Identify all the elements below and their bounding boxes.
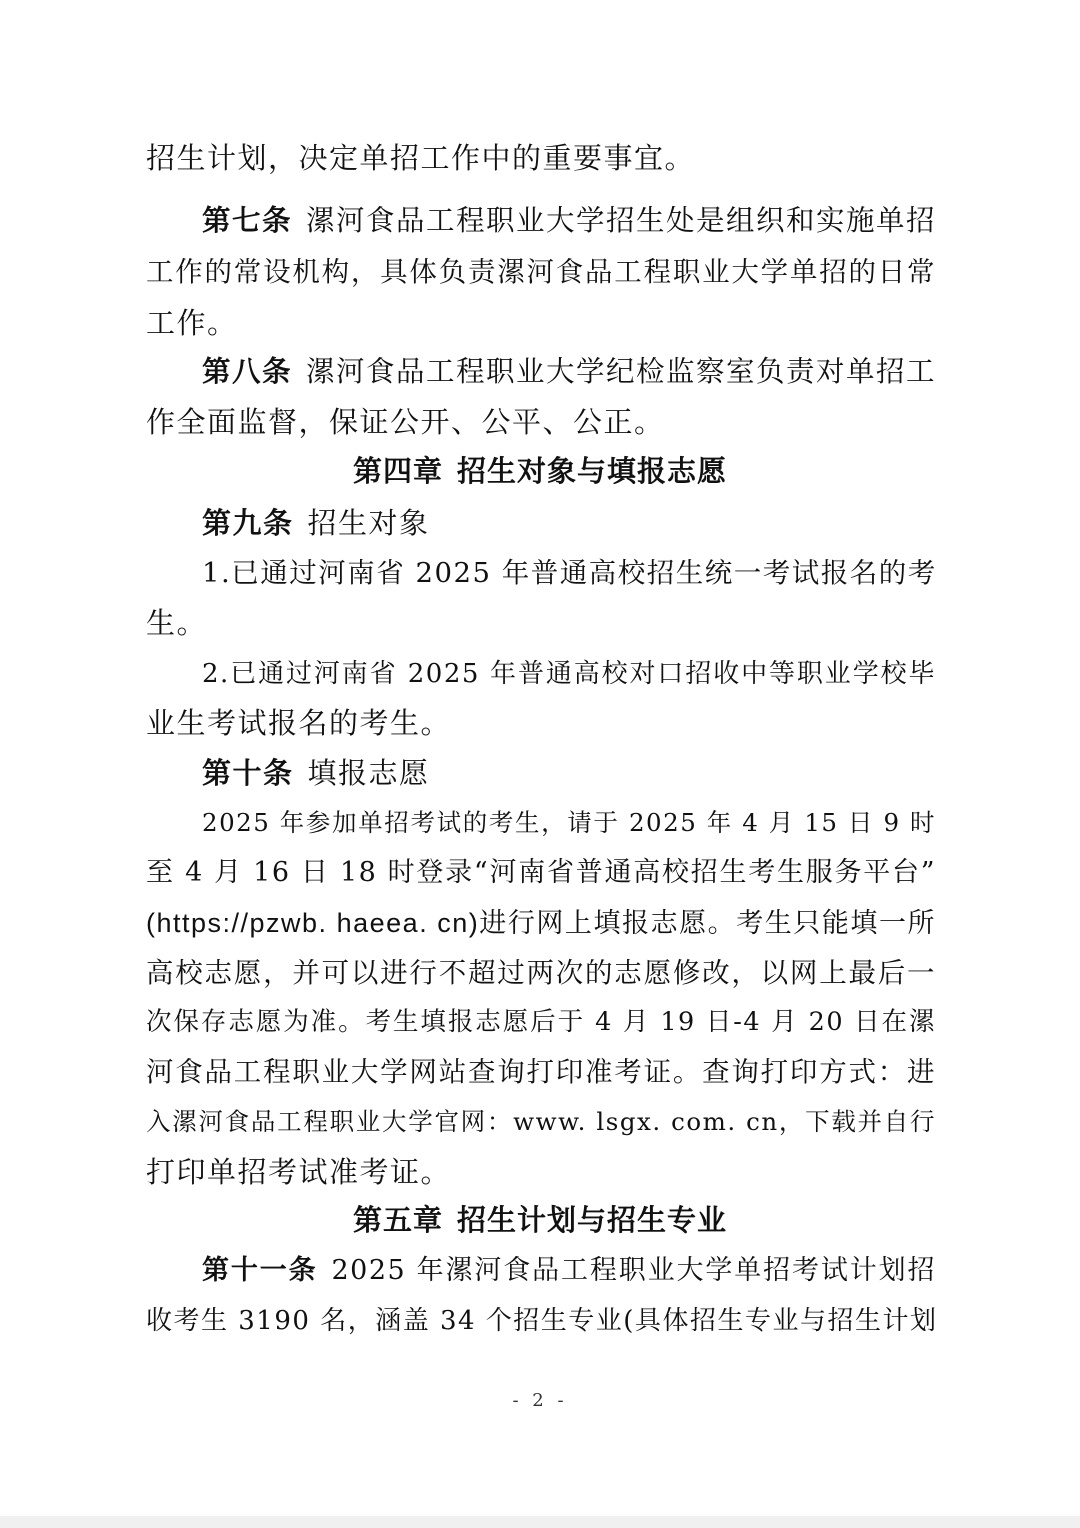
article-10-title: 填报志愿 xyxy=(307,756,430,790)
chapter-title: 招生对象与填报志愿 xyxy=(457,454,728,488)
article-7-line-3 xyxy=(146,305,936,341)
text: 招生计划，决定单招工作中的重要事宜。 xyxy=(146,141,696,175)
article-10-line-1 xyxy=(202,805,936,841)
article-10-heading xyxy=(202,755,936,791)
text: 至 4 月 16 日 18 时登录“河南省普通高校招生考生服务平台” xyxy=(146,857,936,888)
article-7-text: 漯河食品工程职业大学招生处是组织和实施单招 xyxy=(306,204,937,237)
text: 业生考试报名的考生。 xyxy=(146,706,452,740)
article-8-line-1 xyxy=(202,354,936,390)
text: 次保存志愿为准。考生填报志愿后于 4 月 19 日-4 月 20 日在漯 xyxy=(146,1007,936,1037)
article-7-label: 第七条 xyxy=(202,204,293,237)
text: 工作。 xyxy=(146,306,238,340)
text: 进行网上填报志愿。考生只能填一所 xyxy=(479,908,936,939)
item-1-line-2 xyxy=(146,605,936,641)
item-2-line-2 xyxy=(146,705,936,741)
article-9-heading xyxy=(202,505,936,541)
chapter-title: 招生计划与招生专业 xyxy=(457,1203,728,1237)
chapter-number: 第四章 xyxy=(352,454,443,488)
article-10-line-7 xyxy=(146,1104,936,1140)
text: 收考生 3190 名，涵盖 34 个招生专业(具体招生专业与招生计划 xyxy=(146,1306,938,1336)
text: 河食品工程职业大学网站查询打印准考证。查询打印方式：进 xyxy=(146,1056,936,1088)
article-11-label: 第十一条 xyxy=(202,1255,318,1286)
article-9-label: 第九条 xyxy=(202,506,294,540)
article-10-line-6 xyxy=(146,1054,936,1090)
article-11-line-2 xyxy=(146,1303,936,1339)
item-1-line-1 xyxy=(202,555,936,591)
article-10-line-8 xyxy=(146,1154,936,1190)
article-10-line-3 xyxy=(146,905,936,942)
article-11-line-1 xyxy=(202,1253,936,1289)
article-10-label: 第十条 xyxy=(202,756,294,790)
chapter-4-heading xyxy=(0,453,1080,489)
article-8-label: 第八条 xyxy=(202,355,293,388)
platform-url: (https://pzwb. haeea. cn) xyxy=(146,908,480,938)
text-line xyxy=(146,140,936,176)
text: 2.已通过河南省 2025 年普通高校对口招收中等职业学校毕 xyxy=(202,659,936,689)
article-11-text: 2025 年漯河食品工程职业大学单招考试计划招 xyxy=(331,1255,937,1286)
article-10-line-4 xyxy=(146,955,936,991)
article-10-line-5 xyxy=(146,1004,936,1040)
item-2-line-1 xyxy=(202,656,936,692)
chapter-5-heading xyxy=(0,1202,1080,1238)
text: 生。 xyxy=(146,606,208,640)
article-7-line-1 xyxy=(202,203,936,239)
viewer-bottom-strip xyxy=(0,1516,1080,1528)
article-10-line-2 xyxy=(146,855,936,891)
text: 1.已通过河南省 2025 年普通高校招生统一考试报名的考 xyxy=(202,557,937,589)
page-number: - 2 - xyxy=(512,1390,568,1411)
article-8-text: 漯河食品工程职业大学纪检监察室负责对单招工 xyxy=(306,355,937,388)
article-7-line-2 xyxy=(146,254,936,290)
text: 入漯河食品工程职业大学官网：www. lsgx. com. cn，下载并自行 xyxy=(146,1107,936,1136)
article-8-line-2 xyxy=(146,404,936,440)
text: 工作的常设机构，具体负责漯河食品工程职业大学单招的日常 xyxy=(146,256,936,288)
text: 2025 年参加单招考试的考生，请于 2025 年 4 月 15 日 9 时 xyxy=(202,808,936,837)
chapter-number: 第五章 xyxy=(352,1203,443,1237)
text: 打印单招考试准考证。 xyxy=(146,1155,452,1189)
text: 高校志愿，并可以进行不超过两次的志愿修改，以网上最后一 xyxy=(146,957,936,989)
article-9-title: 招生对象 xyxy=(307,506,430,540)
text: 作全面监督，保证公开、公平、公正。 xyxy=(146,405,665,439)
